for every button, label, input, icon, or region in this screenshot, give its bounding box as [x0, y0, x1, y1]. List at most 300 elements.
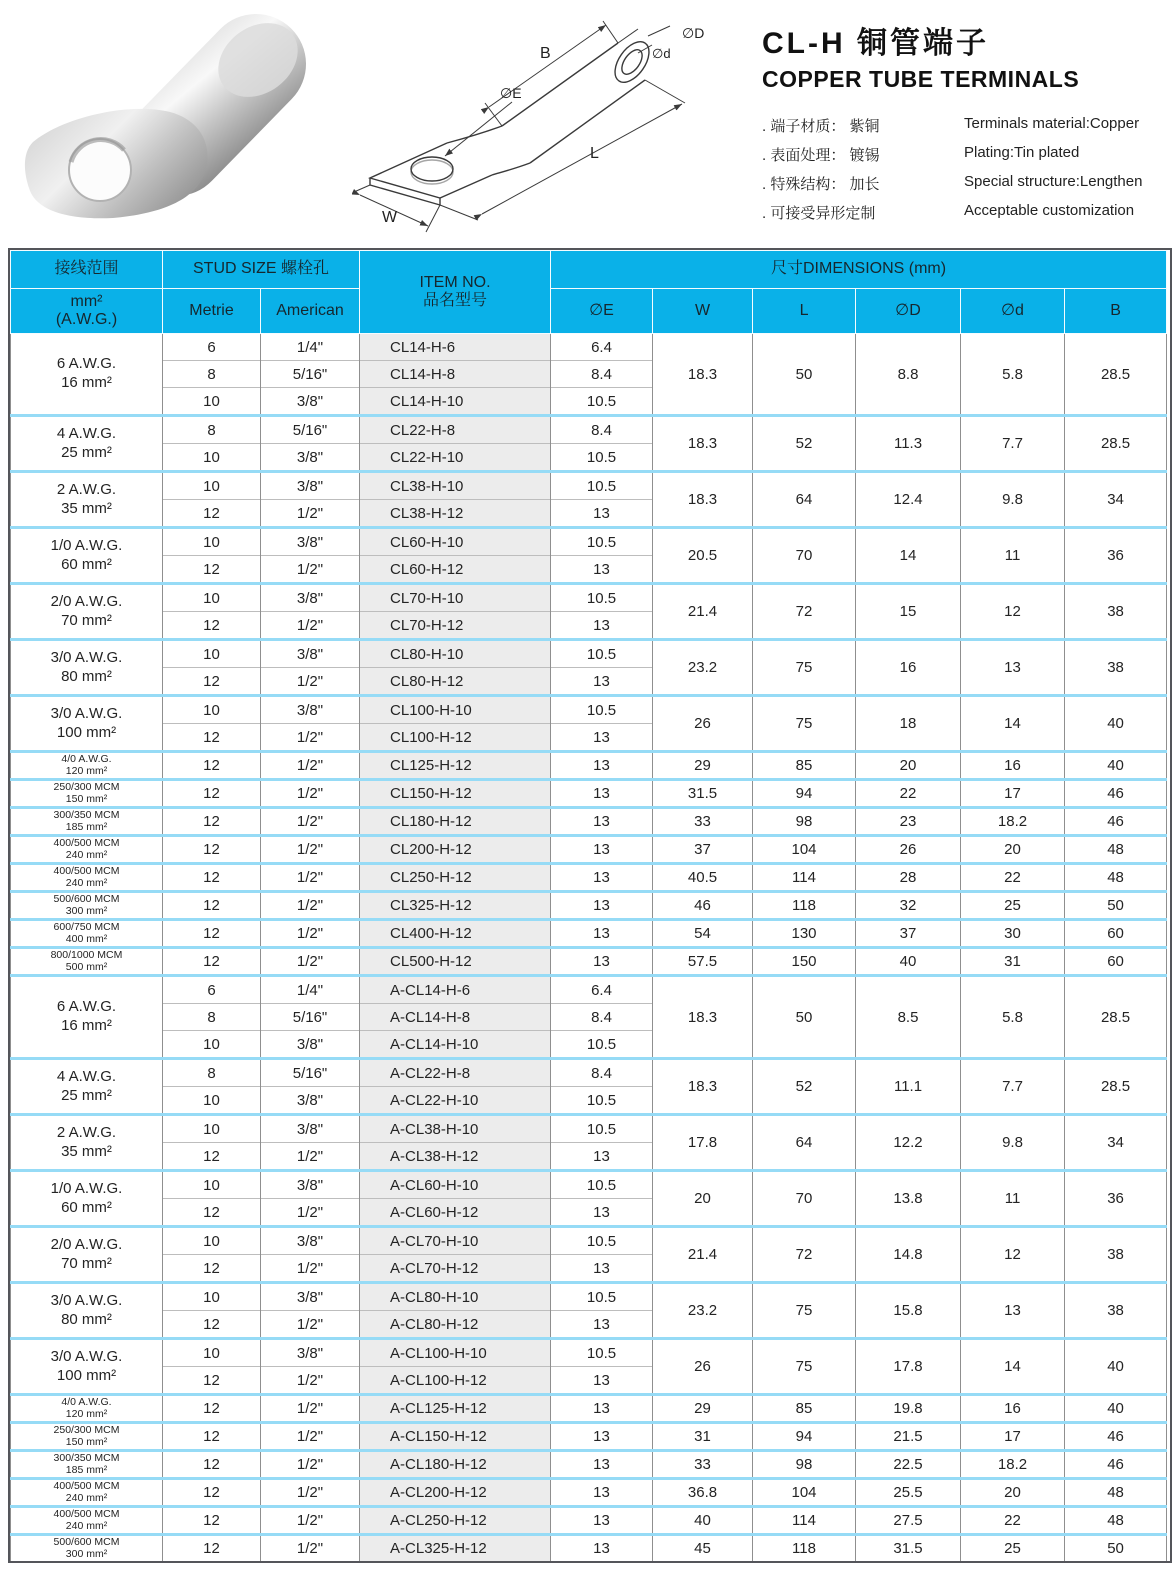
item-no-cell: CL14-H-10 — [360, 388, 551, 416]
item-no-cell: A-CL125-H-12 — [360, 1395, 551, 1423]
american-cell: 1/2" — [261, 612, 360, 640]
product-photo — [8, 4, 333, 234]
dim-e-cell: 10.5 — [551, 1171, 653, 1199]
dim-l-cell: 118 — [753, 892, 856, 920]
awg-label-line: 300/350 MCM — [53, 1452, 120, 1464]
dim-e-cell: 10.5 — [551, 1339, 653, 1367]
spec-item-cn: . 端子材质： 紫铜 — [762, 118, 880, 135]
col-header-dim-d2: ∅d — [961, 289, 1065, 334]
item-no-cell: CL14-H-8 — [360, 361, 551, 388]
item-no-cell: CL125-H-12 — [360, 752, 551, 780]
dim-l-cell: 85 — [753, 1395, 856, 1423]
item-no-cell: CL80-H-10 — [360, 640, 551, 668]
metric-cell: 12 — [163, 1423, 261, 1451]
dim-e-cell: 13 — [551, 836, 653, 864]
dim-d2-cell: 25 — [961, 892, 1065, 920]
item-no-cell: CL200-H-12 — [360, 836, 551, 864]
spec-item-en: Special structure:Lengthen — [964, 173, 1143, 190]
table-row — [11, 808, 1167, 836]
awg-label-line: 16 mm² — [61, 374, 112, 391]
american-cell: 5/16" — [261, 1004, 360, 1031]
awg-label-line: 2 A.W.G. — [56, 480, 117, 498]
item-no-cell: CL14-H-6 — [360, 334, 551, 361]
dim-e-cell: 13 — [551, 1311, 653, 1339]
dim-label-e: ∅E — [500, 85, 522, 101]
dim-e-cell: 8.4 — [551, 1004, 653, 1031]
dim-e-cell: 13 — [551, 1255, 653, 1283]
range-sub-awg: (A.W.G.) — [55, 311, 118, 328]
dim-l-cell: 104 — [753, 836, 856, 864]
dim-d-cell: 26 — [856, 836, 961, 864]
dim-b-cell: 28.5 — [1065, 334, 1167, 416]
awg-cell — [11, 528, 163, 584]
awg-cell — [11, 920, 163, 948]
american-cell: 1/2" — [261, 752, 360, 780]
col-header-item-l1: ITEM NO. — [419, 273, 491, 291]
dim-e-cell: 13 — [551, 612, 653, 640]
dim-d2-cell: 20 — [961, 1479, 1065, 1507]
awg-label-line: 240 mm² — [65, 1519, 108, 1532]
item-no-cell: A-CL250-H-12 — [360, 1507, 551, 1535]
awg-label-line: 500 mm² — [65, 960, 108, 973]
dim-e-cell: 13 — [551, 1423, 653, 1451]
dim-d2-cell: 18.2 — [961, 808, 1065, 836]
dim-b-cell: 40 — [1065, 1339, 1167, 1395]
item-no-cell: A-CL100-H-10 — [360, 1339, 551, 1367]
metric-cell: 8 — [163, 361, 261, 388]
item-no-cell: CL22-H-8 — [360, 416, 551, 444]
spec-table-body — [11, 334, 1167, 1562]
col-header-american: American — [261, 289, 360, 334]
item-no-cell: CL80-H-12 — [360, 668, 551, 696]
dim-e-cell: 6.4 — [551, 334, 653, 361]
dim-l-cell: 104 — [753, 1479, 856, 1507]
dim-b-cell: 36 — [1065, 1171, 1167, 1227]
awg-cell — [11, 472, 163, 528]
dim-e-cell: 8.4 — [551, 416, 653, 444]
dim-l-cell: 85 — [753, 752, 856, 780]
dim-l-cell: 52 — [753, 1059, 856, 1115]
american-cell: 1/2" — [261, 948, 360, 976]
american-cell: 1/2" — [261, 836, 360, 864]
dim-w-cell: 17.8 — [653, 1115, 753, 1171]
awg-label-line: 300/350 MCM — [53, 809, 120, 821]
awg-label-line: 100 mm² — [56, 1366, 117, 1384]
dim-e-cell: 13 — [551, 500, 653, 528]
american-cell: 1/2" — [261, 892, 360, 920]
dim-l-cell: 64 — [753, 1115, 856, 1171]
range-sub-mm2: mm² — [70, 292, 103, 310]
awg-label-line: 4 A.W.G. — [56, 424, 117, 442]
awg-label-line: 300 mm² — [65, 1547, 108, 1560]
metric-cell: 12 — [163, 948, 261, 976]
dim-e-cell: 13 — [551, 752, 653, 780]
american-cell: 3/8" — [261, 1339, 360, 1367]
awg-cell — [11, 864, 163, 892]
awg-cell — [11, 1507, 163, 1535]
dim-w-cell: 54 — [653, 920, 753, 948]
item-no-cell: A-CL14-H-8 — [360, 1004, 551, 1031]
dim-e-cell: 10.5 — [551, 472, 653, 500]
awg-cell — [11, 1479, 163, 1507]
awg-label-line: 2 A.W.G. — [56, 1123, 117, 1141]
title-block — [762, 18, 1166, 223]
dim-d2-cell: 14 — [961, 696, 1065, 752]
metric-cell: 10 — [163, 1171, 261, 1199]
table-row — [11, 864, 1167, 892]
dim-d2-cell: 14 — [961, 1339, 1065, 1395]
table-row — [11, 752, 1167, 780]
dim-label-w: W — [382, 209, 398, 226]
awg-cell — [11, 1171, 163, 1227]
table-row — [11, 1395, 1167, 1423]
dim-d-cell: 16 — [856, 640, 961, 696]
american-cell: 1/2" — [261, 864, 360, 892]
american-cell: 1/2" — [261, 1143, 360, 1171]
dim-d-cell: 28 — [856, 864, 961, 892]
col-header-dim-e: ∅E — [551, 289, 653, 334]
metric-cell: 12 — [163, 780, 261, 808]
awg-cell — [11, 892, 163, 920]
american-cell: 1/2" — [261, 668, 360, 696]
american-cell: 1/4" — [261, 976, 360, 1004]
table-row — [11, 1479, 1167, 1507]
metric-cell: 12 — [163, 556, 261, 584]
awg-label-line: 2/0 A.W.G. — [50, 592, 123, 610]
spec-item-cn: . 表面处理： 镀锡 — [762, 147, 880, 164]
american-cell: 1/2" — [261, 1367, 360, 1395]
dim-b-cell: 48 — [1065, 836, 1167, 864]
dim-w-cell: 23.2 — [653, 640, 753, 696]
col-header-dim-w: W — [653, 289, 753, 334]
dim-l-cell: 50 — [753, 976, 856, 1059]
awg-label-line: 4/0 A.W.G. — [61, 1396, 112, 1408]
col-header-range-sub — [11, 289, 163, 334]
dim-l-cell: 70 — [753, 1171, 856, 1227]
dim-w-cell: 31.5 — [653, 780, 753, 808]
dim-d-cell: 8.8 — [856, 334, 961, 416]
dim-b-cell: 34 — [1065, 472, 1167, 528]
american-cell: 1/2" — [261, 808, 360, 836]
table-row — [11, 1227, 1167, 1255]
dim-d2-cell: 12 — [961, 1227, 1065, 1283]
spec-item-en: Terminals material:Copper — [964, 115, 1140, 132]
awg-cell — [11, 752, 163, 780]
dim-d2-cell: 13 — [961, 640, 1065, 696]
awg-label-line: 240 mm² — [65, 848, 108, 861]
dim-d-cell: 19.8 — [856, 1395, 961, 1423]
metric-cell: 10 — [163, 1087, 261, 1115]
american-cell: 1/2" — [261, 920, 360, 948]
table-row — [11, 1115, 1167, 1143]
dim-d2-cell: 30 — [961, 920, 1065, 948]
spec-item-cn: . 可接受异形定制 — [762, 205, 876, 222]
metric-cell: 12 — [163, 1395, 261, 1423]
table-row — [11, 1339, 1167, 1367]
awg-label-line: 1/0 A.W.G. — [50, 536, 123, 554]
dim-e-cell: 13 — [551, 1143, 653, 1171]
metric-cell: 12 — [163, 500, 261, 528]
dim-w-cell: 18.3 — [653, 1059, 753, 1115]
dim-w-cell: 26 — [653, 696, 753, 752]
american-cell: 1/2" — [261, 1199, 360, 1227]
awg-label-line: 150 mm² — [65, 792, 108, 805]
awg-cell — [11, 1283, 163, 1339]
awg-label-line: 600/750 MCM — [53, 921, 120, 933]
american-cell: 1/2" — [261, 500, 360, 528]
col-header-item-l2: 品名型号 — [423, 292, 488, 309]
item-no-cell: A-CL200-H-12 — [360, 1479, 551, 1507]
item-no-cell: CL38-H-12 — [360, 500, 551, 528]
dim-l-cell: 130 — [753, 920, 856, 948]
dim-w-cell: 18.3 — [653, 472, 753, 528]
dim-d-cell: 22.5 — [856, 1451, 961, 1479]
dim-e-cell: 13 — [551, 1395, 653, 1423]
dim-b-cell: 40 — [1065, 752, 1167, 780]
dim-e-cell: 13 — [551, 892, 653, 920]
dim-l-cell: 75 — [753, 640, 856, 696]
awg-label-line: 150 mm² — [65, 1435, 108, 1448]
awg-label-line: 120 mm² — [65, 764, 108, 777]
american-cell: 3/8" — [261, 444, 360, 472]
awg-label-line: 70 mm² — [61, 611, 112, 629]
spec-item-cn: . 特殊结构： 加长 — [762, 176, 880, 193]
item-no-cell: A-CL150-H-12 — [360, 1423, 551, 1451]
dim-e-cell: 10.5 — [551, 640, 653, 668]
item-no-cell: CL70-H-12 — [360, 612, 551, 640]
dim-l-cell: 118 — [753, 1535, 856, 1562]
dim-e-cell: 13 — [551, 1199, 653, 1227]
dim-d2-cell: 16 — [961, 752, 1065, 780]
awg-cell — [11, 808, 163, 836]
dim-d2-cell: 18.2 — [961, 1451, 1065, 1479]
dim-l-cell: 98 — [753, 1451, 856, 1479]
dim-w-cell: 29 — [653, 1395, 753, 1423]
awg-label-line: 2/0 A.W.G. — [50, 1235, 123, 1253]
dim-b-cell: 46 — [1065, 780, 1167, 808]
dim-label-b: B — [540, 45, 551, 62]
table-row — [11, 1451, 1167, 1479]
awg-label-line: 400/500 MCM — [53, 1480, 120, 1492]
dim-w-cell: 18.3 — [653, 976, 753, 1059]
metric-cell: 10 — [163, 472, 261, 500]
dim-w-cell: 23.2 — [653, 1283, 753, 1339]
metric-cell: 12 — [163, 1451, 261, 1479]
dim-e-cell: 10.5 — [551, 1087, 653, 1115]
dim-d2-cell: 31 — [961, 948, 1065, 976]
awg-label-line: 3/0 A.W.G. — [50, 1291, 123, 1309]
dim-e-cell: 13 — [551, 724, 653, 752]
awg-cell — [11, 1423, 163, 1451]
awg-label-line: 800/1000 MCM — [50, 949, 123, 961]
dim-d-cell: 17.8 — [856, 1339, 961, 1395]
awg-cell — [11, 584, 163, 640]
dimension-diagram — [352, 6, 724, 244]
dimension-diagram-graphic — [352, 6, 724, 244]
awg-label-line: 120 mm² — [65, 1407, 108, 1420]
item-no-cell: CL180-H-12 — [360, 808, 551, 836]
dim-w-cell: 40.5 — [653, 864, 753, 892]
metric-cell: 6 — [163, 976, 261, 1004]
dim-d2-cell: 17 — [961, 780, 1065, 808]
table-row — [11, 472, 1167, 500]
dim-b-cell: 60 — [1065, 948, 1167, 976]
dim-b-cell: 46 — [1065, 808, 1167, 836]
dim-b-cell: 38 — [1065, 1283, 1167, 1339]
terminal-photo-graphic — [8, 4, 333, 234]
awg-cell — [11, 416, 163, 472]
dim-w-cell: 20 — [653, 1171, 753, 1227]
item-no-cell: A-CL60-H-12 — [360, 1199, 551, 1227]
awg-label-line: 16 mm² — [61, 1017, 112, 1034]
awg-label-line: 35 mm² — [61, 499, 112, 517]
american-cell: 3/8" — [261, 1087, 360, 1115]
metric-cell: 8 — [163, 416, 261, 444]
dim-e-cell: 10.5 — [551, 444, 653, 472]
dim-d2-cell: 7.7 — [961, 1059, 1065, 1115]
item-no-cell: A-CL70-H-12 — [360, 1255, 551, 1283]
dim-b-cell: 40 — [1065, 1395, 1167, 1423]
awg-cell — [11, 1395, 163, 1423]
awg-label-line: 25 mm² — [61, 1086, 112, 1104]
dim-e-cell: 13 — [551, 948, 653, 976]
metric-cell: 8 — [163, 1004, 261, 1031]
dim-e-cell: 13 — [551, 864, 653, 892]
table-row — [11, 948, 1167, 976]
dim-e-cell: 13 — [551, 668, 653, 696]
metric-cell: 12 — [163, 724, 261, 752]
dim-l-cell: 75 — [753, 1339, 856, 1395]
header-row-2 — [11, 289, 1167, 334]
american-cell: 5/16" — [261, 1059, 360, 1087]
awg-label-line: 400 mm² — [65, 932, 108, 945]
dim-l-cell: 75 — [753, 1283, 856, 1339]
dim-l-cell: 75 — [753, 696, 856, 752]
table-row — [11, 416, 1167, 444]
awg-cell — [11, 1451, 163, 1479]
metric-cell: 12 — [163, 1367, 261, 1395]
dim-d2-cell: 22 — [961, 1507, 1065, 1535]
dim-d2-cell: 17 — [961, 1423, 1065, 1451]
awg-label-line: 80 mm² — [61, 1310, 112, 1328]
dim-e-cell: 13 — [551, 1535, 653, 1562]
dim-b-cell: 60 — [1065, 920, 1167, 948]
american-cell: 1/2" — [261, 556, 360, 584]
dim-l-cell: 50 — [753, 334, 856, 416]
dim-b-cell: 36 — [1065, 528, 1167, 584]
dim-d-cell: 18 — [856, 696, 961, 752]
table-row — [11, 976, 1167, 1004]
dim-w-cell: 33 — [653, 1451, 753, 1479]
dim-w-cell: 36.8 — [653, 1479, 753, 1507]
metric-cell: 12 — [163, 920, 261, 948]
table-row — [11, 1507, 1167, 1535]
dim-d2-cell: 13 — [961, 1283, 1065, 1339]
table-row — [11, 696, 1167, 724]
dim-e-cell: 13 — [551, 1479, 653, 1507]
american-cell: 1/2" — [261, 1423, 360, 1451]
table-row — [11, 640, 1167, 668]
item-no-cell: A-CL80-H-10 — [360, 1283, 551, 1311]
dim-label-d-big: ∅D — [682, 25, 705, 41]
american-cell: 1/2" — [261, 780, 360, 808]
american-cell: 1/2" — [261, 1311, 360, 1339]
dim-d2-cell: 16 — [961, 1395, 1065, 1423]
dim-w-cell: 26 — [653, 1339, 753, 1395]
item-no-cell: CL38-H-10 — [360, 472, 551, 500]
spec-list — [762, 115, 1166, 223]
page-title-cn: CL-H 铜管端子 — [762, 27, 989, 60]
dim-w-cell: 37 — [653, 836, 753, 864]
dim-e-cell: 10.5 — [551, 1227, 653, 1255]
metric-cell: 12 — [163, 668, 261, 696]
american-cell: 1/4" — [261, 334, 360, 361]
dim-label-l: L — [590, 145, 599, 162]
dim-b-cell: 40 — [1065, 696, 1167, 752]
table-row — [11, 1059, 1167, 1087]
table-row — [11, 1535, 1167, 1562]
dim-d2-cell: 25 — [961, 1535, 1065, 1562]
awg-label-line: 70 mm² — [61, 1254, 112, 1272]
awg-label-line: 240 mm² — [65, 876, 108, 889]
dim-d-cell: 8.5 — [856, 976, 961, 1059]
metric-cell: 10 — [163, 1283, 261, 1311]
american-cell: 1/2" — [261, 1479, 360, 1507]
dim-w-cell: 18.3 — [653, 416, 753, 472]
item-no-cell: A-CL100-H-12 — [360, 1367, 551, 1395]
awg-label-line: 3/0 A.W.G. — [50, 648, 123, 666]
item-no-cell: A-CL70-H-10 — [360, 1227, 551, 1255]
item-no-cell: CL22-H-10 — [360, 444, 551, 472]
dim-e-cell: 13 — [551, 920, 653, 948]
dim-b-cell: 48 — [1065, 1479, 1167, 1507]
dim-e-cell: 13 — [551, 1507, 653, 1535]
metric-cell: 12 — [163, 752, 261, 780]
metric-cell: 12 — [163, 1199, 261, 1227]
awg-cell — [11, 836, 163, 864]
table-row — [11, 920, 1167, 948]
dim-l-cell: 150 — [753, 948, 856, 976]
dim-w-cell: 18.3 — [653, 334, 753, 416]
dim-d2-cell: 7.7 — [961, 416, 1065, 472]
dim-w-cell: 21.4 — [653, 1227, 753, 1283]
metric-cell: 10 — [163, 1031, 261, 1059]
item-no-cell: CL60-H-10 — [360, 528, 551, 556]
dim-e-cell: 13 — [551, 1367, 653, 1395]
dim-w-cell: 31 — [653, 1423, 753, 1451]
awg-cell — [11, 976, 163, 1059]
dim-b-cell: 38 — [1065, 1227, 1167, 1283]
item-no-cell: CL70-H-10 — [360, 584, 551, 612]
awg-label-line: 300 mm² — [65, 904, 108, 917]
awg-label-line: 185 mm² — [65, 820, 108, 833]
dim-l-cell: 114 — [753, 864, 856, 892]
american-cell: 3/8" — [261, 640, 360, 668]
awg-cell — [11, 1115, 163, 1171]
metric-cell: 10 — [163, 1115, 261, 1143]
item-no-cell: CL325-H-12 — [360, 892, 551, 920]
dim-e-cell: 10.5 — [551, 1115, 653, 1143]
awg-cell — [11, 1059, 163, 1115]
metric-cell: 12 — [163, 864, 261, 892]
metric-cell: 8 — [163, 1059, 261, 1087]
dim-l-cell: 72 — [753, 584, 856, 640]
dim-d-cell: 11.1 — [856, 1059, 961, 1115]
col-header-dimensions: 尺寸DIMENSIONS (mm) — [551, 251, 1167, 289]
metric-cell: 6 — [163, 334, 261, 361]
page-title-en: COPPER TUBE TERMINALS — [762, 66, 1080, 92]
metric-cell: 12 — [163, 1479, 261, 1507]
